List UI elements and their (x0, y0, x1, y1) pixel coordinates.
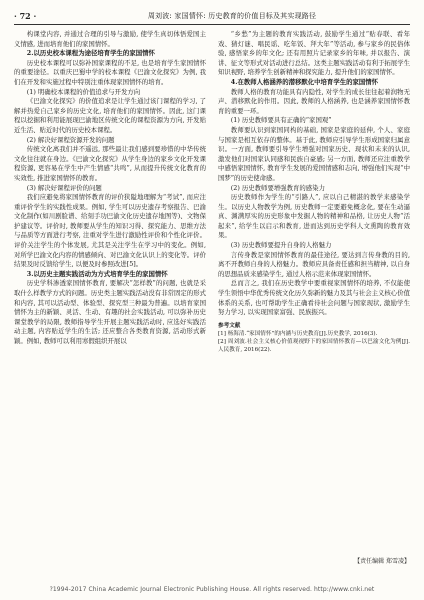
running-title: 周刘波: 家国情怀: 历史教育的价值目标及其实现路径 (147, 12, 317, 20)
body-paragraph: 历史教师作为学生的“引路人”, 应以自己精湛的教学来感染学生。以历史人物教学为例, 历史教师一定要避免概念化, 要在生动逼真、渊满厚实的历史形象中发掘人物的精神和品格, 让历史人物“活起来”, 给学生以启示和教育, 进而达到历史学科人文熏陶的教育效果。 (218, 193, 410, 240)
reference-item: [2] 周刘波.社会主义核心价值观视野下的家国情怀教育—以巴渝文化为例[J].人民教育, 2016(22). (218, 339, 410, 354)
body-paragraph: 《巴渝文化探究》的价值追求是让学生通过该门课程的学习, 了解并热爱自己家乡的历史文化, 培育他们的家国情怀。因此, 这门课程以挖掘和利用能展现巴渝地区传统文化的课程资源为方向, 开发贴近生活、贴近时代的历史校本课程。 (14, 97, 206, 134)
body-paragraph: 构课堂内容, 并通过合理的引导与激励, 使学生真切体悟爱国主义情感, 进而培育他们的家国情怀。 (14, 30, 206, 48)
references (218, 322, 410, 355)
page-number: · 72 · (14, 11, 37, 21)
subsection-heading: (2) 历史教师要增强教育的感染力 (230, 183, 325, 192)
subsection-heading: (3) 解决好课程评价的问题 (26, 183, 102, 192)
right-column (218, 30, 410, 355)
copyright-footer: ?1994-2017 China Academic Journal Electronic Publishing House. All rights reserved. http://www.cnki.net (49, 586, 375, 593)
subsection-heading: (2) 解决好课程资源开发的问题 (26, 135, 115, 144)
body-paragraph: 历史校本课程可以弥补国家课程的不足, 也是培育学生家国情怀的重要途径。以重庆巴蜀中学的校本课程《巴渝文化探究》为例, 我们在开发和实施过程中特别注重体现家国情怀的培育。 (14, 58, 206, 86)
editor-note: 【责任编辑 郑雪凌】 (354, 558, 410, 565)
body-paragraph: 言传身教是家国情怀教育的最佳途径, 要达到言传身教的目的, 离不开教师自身的人格魅力。教师应具备责任感和担当精神, 以自身的思想品质来感染学生, 通过人格示范来体现家国情怀。 (218, 250, 410, 278)
left-column (14, 30, 206, 347)
subsection-heading: (1) 历史教师要具有正确的“家国观” (230, 116, 332, 125)
body-paragraph: 历史学科渗透家国情怀教育, 要解决“怎样教”的问题, 也就是采取什么样教学方式的问题。历史类主题实践活动没有非常固定的形式和内容, 其可以活动型、体验型、探究型三种最为普遍。以培育家国情怀为主的新颖、灵活、生动、有趣的社会实践活动, 可以弥补历史课堂教学的局限, 教师指导学生开展主题实践活动时, 应选好实践活动主题, 内容贴近学生的生活; 还应整合各类教育资源, 活动形式新颖。例如, 教师可以利用寒假组织开展以 (14, 279, 206, 345)
body-paragraph: 总而言之, 我们在历史教学中要重视家国情怀的培养, 不仅能使学生领悟中华优秀传统文化历久弥新的魅力及其与社会主义核心价值体系的关系, 也可帮助学生正确看待社会问题与国家现状, 激励学生努力学习, 以实现国家富强、民族振兴。 (218, 279, 410, 317)
page-header (14, 8, 410, 25)
body-paragraph: 教师要认识到家国同构的基础, 国家是家庭的延伸, 个人、家庭与国家是相互依存的整体。基于此, 教师应引导学生形成国家归属意识。一方面, 教师要引导学生增强对国家历史、现状和未来的认识, 激发他们对国家认同感和民族自豪感; 另一方面, 教师还应注重教学中感悟家国情怀, 教育学生发展的爱国情感和志向, 增强他们实现“中国梦”的历史使命感。 (218, 125, 410, 182)
section-heading: 3.以历史主题实践活动为方式培育学生的家国情怀 (26, 269, 168, 278)
section-heading: 4.在教师人格涵养的潜移默化中培育学生的家国情怀 (230, 77, 379, 86)
body-paragraph: 传统文化离我们并不遥远, 那些最让我们感到要珍惜的中华传统文化往往就在身边。《巴渝文化探究》从学生身边的家乡文化开发课程资源, 更容易在学生中产生情感“共鸣”, 从而提升传统文化教育的实效性, 推进家国情怀的教育。 (14, 145, 206, 182)
references-title: 参考文献 (218, 322, 241, 329)
section-heading: 2.以历史校本课程为途径培育学生的家国情怀 (26, 49, 155, 58)
body-paragraph: 教师人格的教育功能具有内隐性, 对学生的成长往往起着润物无声、潜移默化的作用。因此, 教师的人格涵养, 也是涵养家国情怀教育的重要一环。 (218, 87, 410, 115)
reference-item: [1] 杨海清.“家国情怀”的内涵与历史教育[J].历史教学, 2016(3). (218, 331, 378, 338)
subsection-heading: (1) 明确校本课程的价值追求与开发方向 (26, 87, 141, 96)
body-paragraph: “乡愁”为主题的教育实践活动, 鼓励学生通过“贴春联、看年戏、猜灯谜、唱民谣、吃年饭、拜大年”等活动, 参与家乡的民俗体验, 感悟家乡的年文化; 还有用照片记录家乡的年味, 并以报告、演讲、征文等形式对活动进行总结。这类主题实践活动有利于拓展学生知识视野, 培养学生创新精神和探究能力, 提升他们的家国情怀。 (218, 30, 410, 77)
body-paragraph: 我们应避免将家国情怀教育的评价狭隘地理解为“考试”, 而应注重评价学生的实践性成果。例如, 学生可以历史遗存考察报告、巴渝文化制作(如川剧脸谱、给刻手功巴渝文化历史遗存地图等)、文物保护建议等。评价时, 教师要从学生的知识习得、探究能力、思维方法与品质等方面进行考察, 注重对学生进行激励性评价和个性化评价。评价关注学生的个体发展, 尤其是关注学生在学习中的变化。例如, 对所学巴渝文化内容的情感倾向、对巴渝文化认识上的变化等。评价结果及时反馈给学生, 以便及时参照改进[5]。 (14, 193, 206, 269)
subsection-heading: (3) 历史教师要提升自身的人格魅力 (230, 241, 332, 250)
